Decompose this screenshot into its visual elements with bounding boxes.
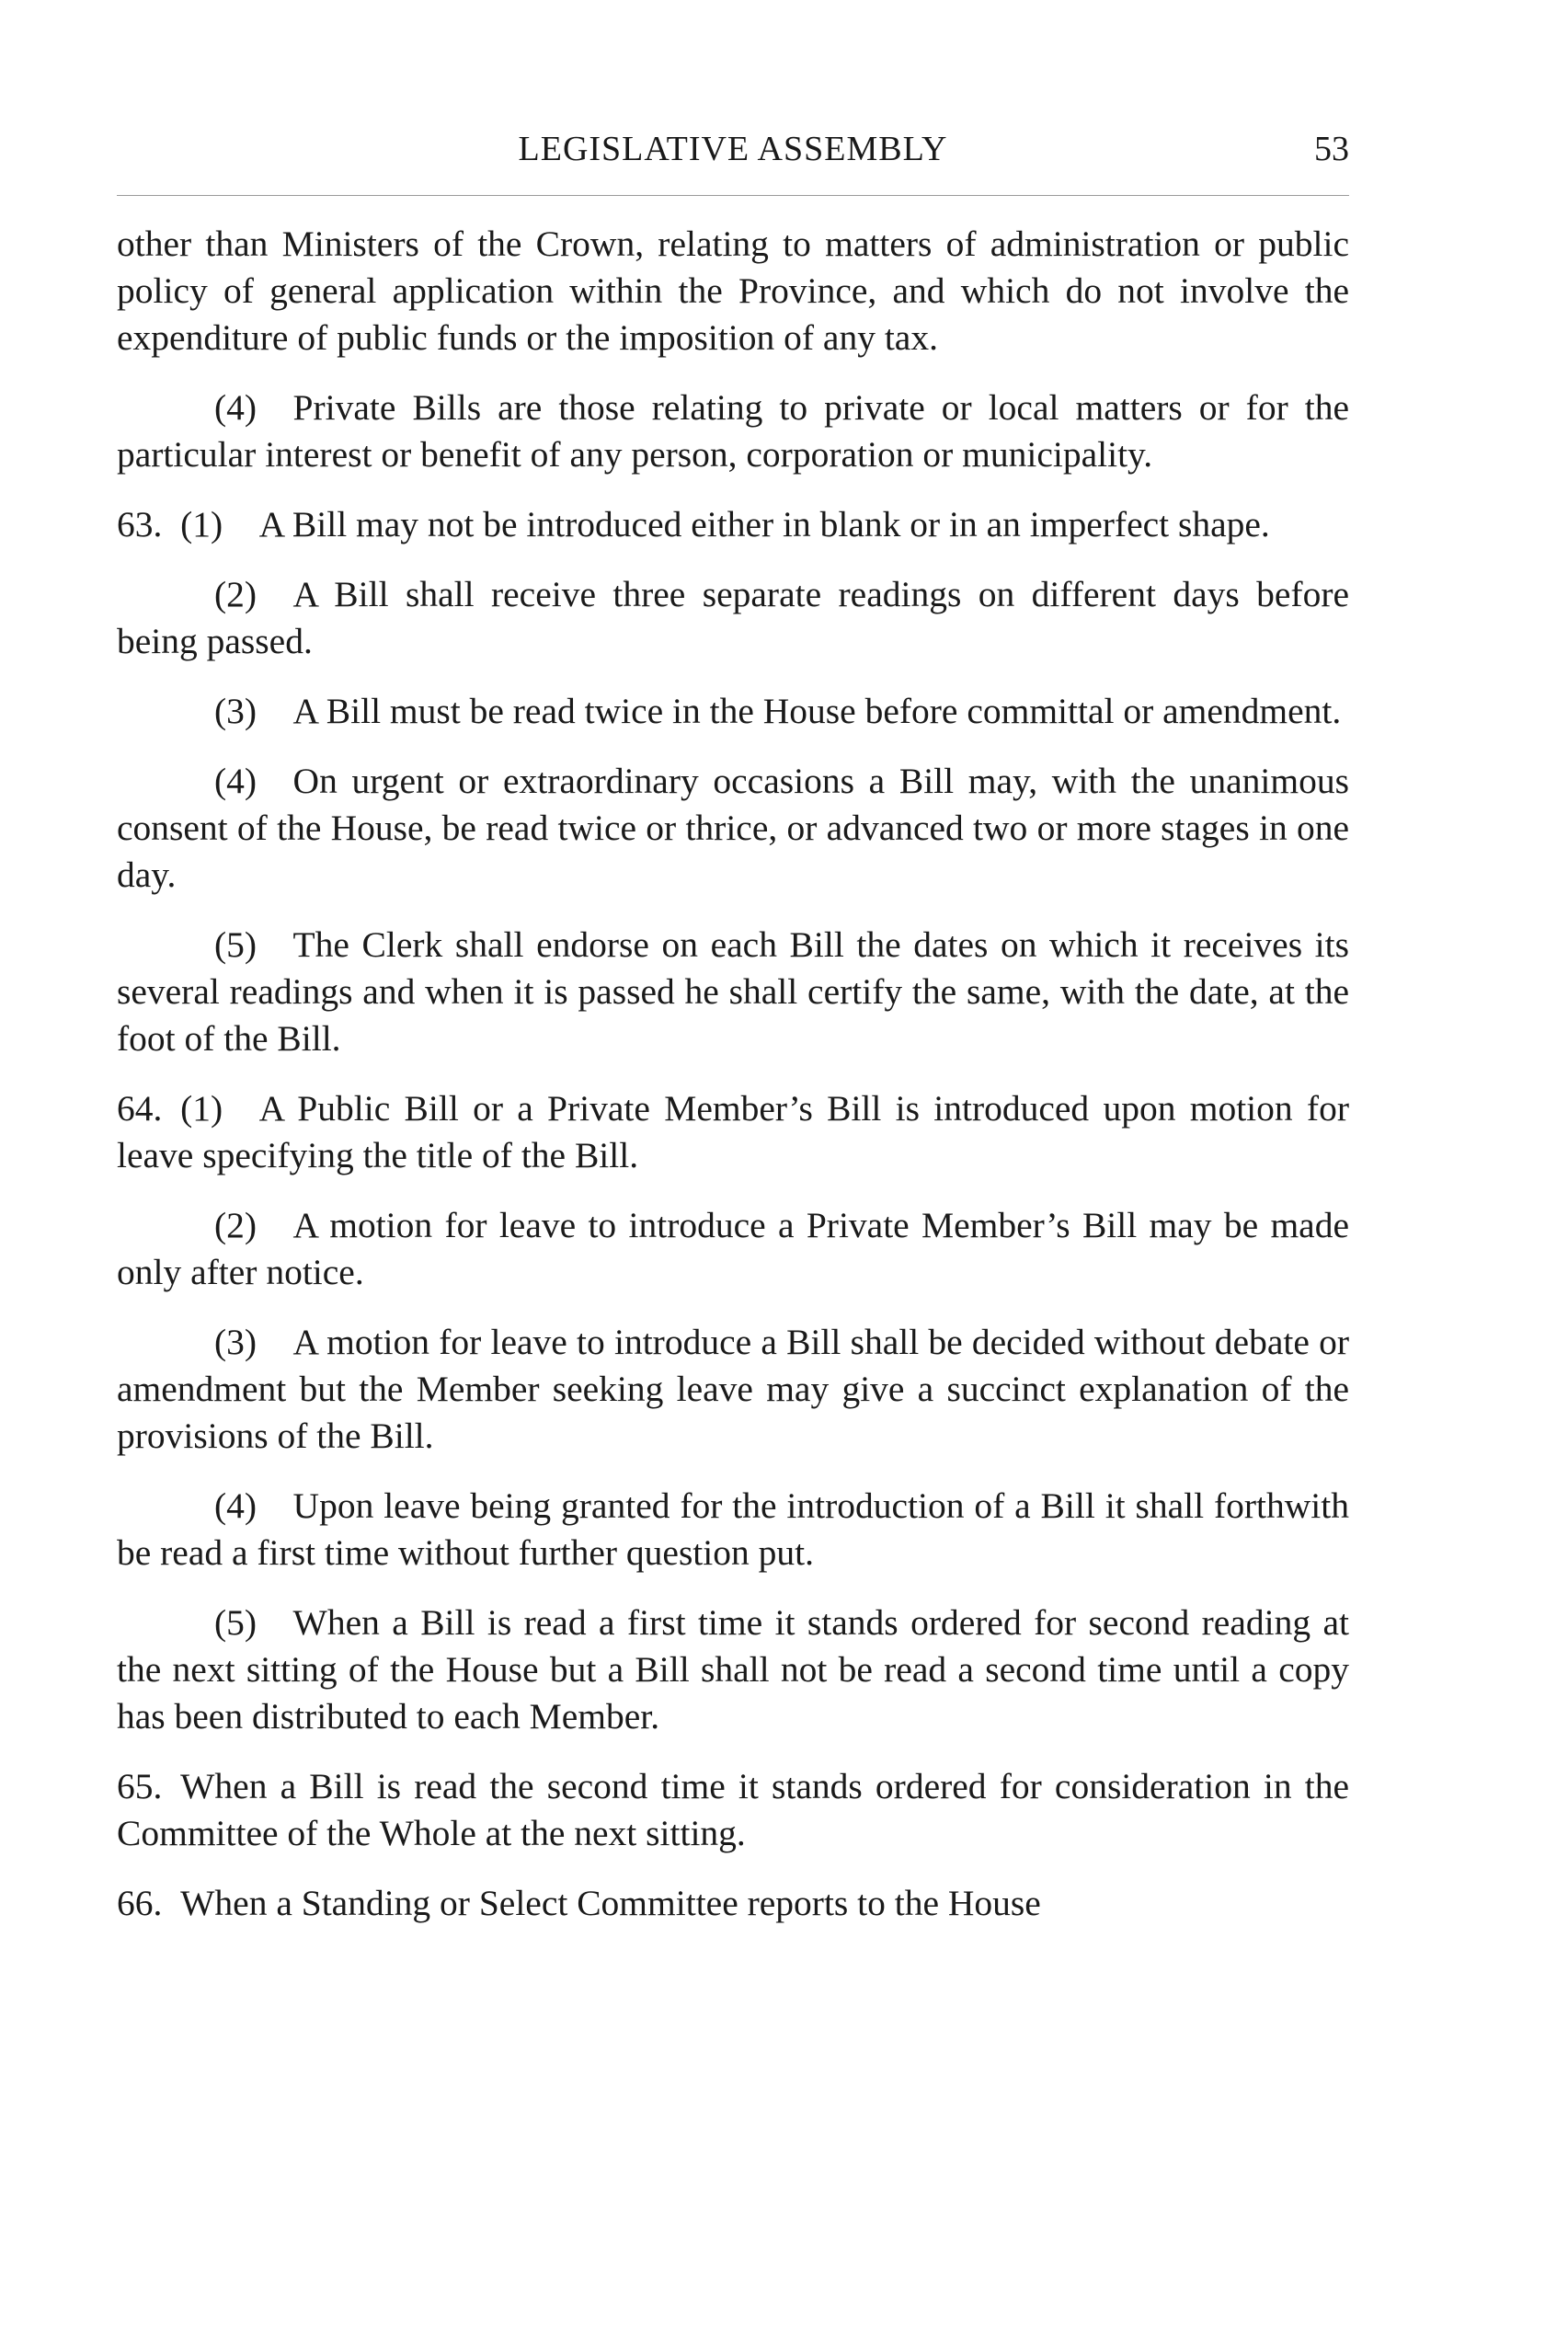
subsection-63-5: (5) The Clerk shall endorse on each Bill the dates on which it receives its several readings and when it is passed he shall certify the same, with the date, at the foot of the Bill. xyxy=(117,924,1349,1059)
section-66: 66. When a Standing or Select Committee reports to the House xyxy=(117,1883,1041,1923)
section-64-1: 64. (1) A Public Bill or a Private Member’s Bill is introduced upon motion for leave specifying the title of the Bill. xyxy=(117,1088,1349,1175)
page-number: 53 xyxy=(1314,130,1349,168)
header-rule xyxy=(117,195,1349,196)
section-65: 65. When a Bill is read the second time it stands ordered for consideration in the Committee of the Whole at the next sitting. xyxy=(117,1766,1349,1853)
body-text xyxy=(117,221,1349,1927)
subsection-64-2: (2) A motion for leave to introduce a Private Member’s Bill may be made only after notice. xyxy=(117,1205,1349,1292)
subsection-63-3: (3) A Bill must be read twice in the House before committal or amendment. xyxy=(214,691,1342,731)
subsection-63-2: (2) A Bill shall receive three separate readings on different days before being passed. xyxy=(117,574,1349,661)
subsection-63-4: (4) On urgent or extraordinary occasions a Bill may, with the unanimous consent of the House, be read twice or thrice, or advanced two or more stages in one day. xyxy=(117,761,1349,895)
section-63-1: 63. (1) A Bill may not be introduced either in blank or in an imperfect shape. xyxy=(117,504,1270,545)
running-head: LEGISLATIVE ASSEMBLY xyxy=(518,130,948,168)
subsection-64-5: (5) When a Bill is read a first time it stands ordered for second reading at the next sitting of the House but a Bill shall not be read a second time until a copy has been distributed to each Member. xyxy=(117,1602,1349,1737)
paragraph-continuation: other than Ministers of the Crown, relating to matters of administration or public policy of general application within the Province, and which do not involve the expenditure of public funds or the imposition of any tax. xyxy=(117,224,1349,358)
subsection-62-4: (4) Private Bills are those relating to private or local matters or for the particular interest or benefit of any person, corporation or municipality. xyxy=(117,387,1349,475)
subsection-64-4: (4) Upon leave being granted for the introduction of a Bill it shall forthwith be read a first time without further question put. xyxy=(117,1485,1349,1573)
subsection-64-3: (3) A motion for leave to introduce a Bill shall be decided without debate or amendment but the Member seeking leave may give a succinct explanation of the provisions of the Bill. xyxy=(117,1322,1349,1456)
page-header xyxy=(117,129,1349,184)
